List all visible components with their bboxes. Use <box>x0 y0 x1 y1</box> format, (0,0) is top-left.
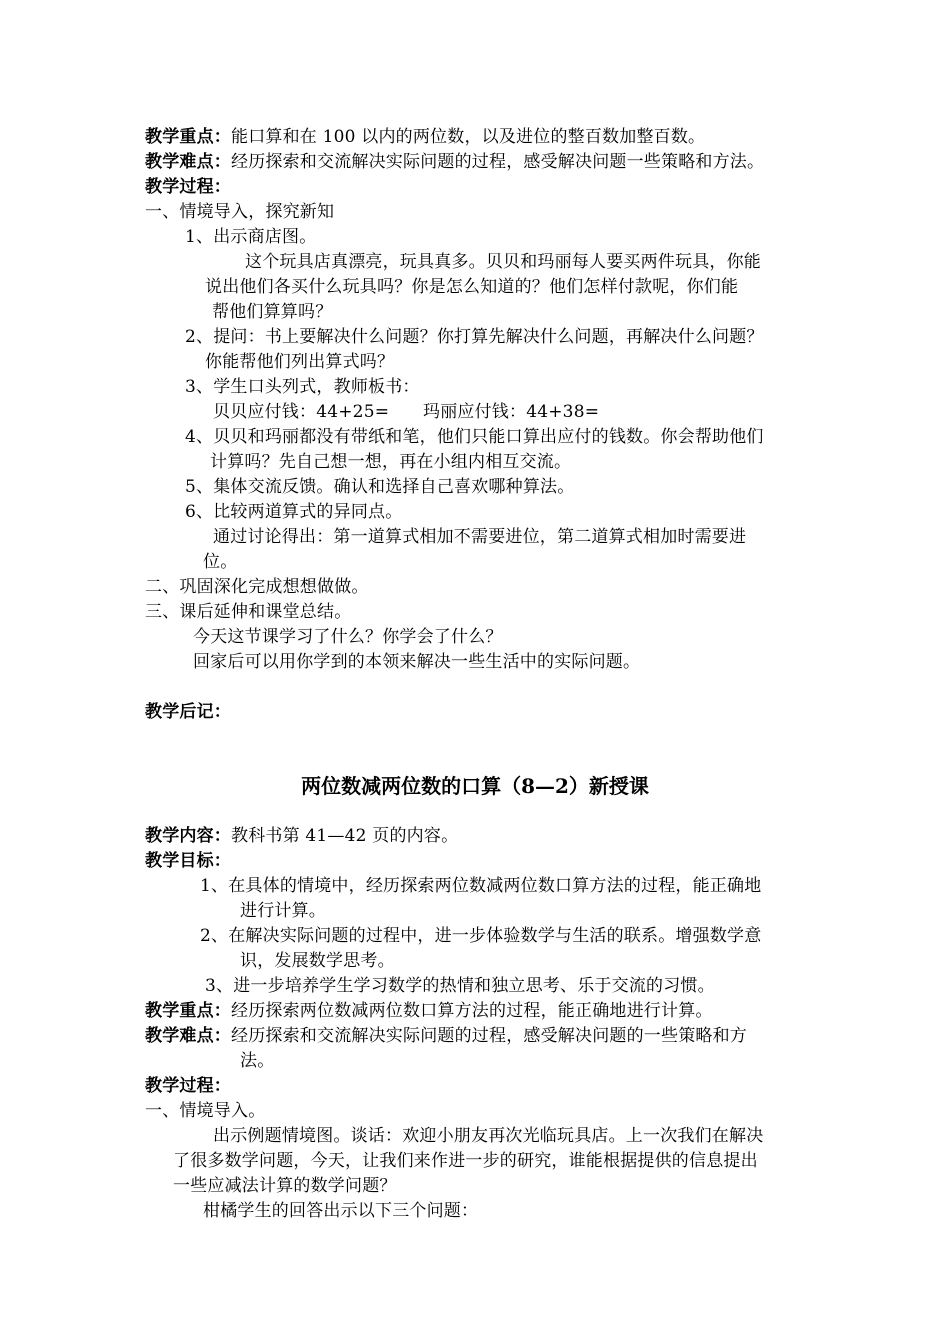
s1-step5: 5、集体交流反馈。确认和选择自己喜欢哪种算法。 <box>185 477 575 497</box>
s1-formula-beibei: 贝贝应付钱：44+25= <box>213 402 390 422</box>
s1-part1-heading: 一、情境导入，探究新知 <box>145 202 335 222</box>
s1-difficulty-text: 经历探索和交流解决实际问题的过程，感受解决问题一些策略和方法。 <box>231 152 765 172</box>
s2-intro-l2: 了很多数学问题，今天，让我们来作进一步的研究，谁能根据提供的信息提出 <box>173 1151 758 1171</box>
s2-content-line <box>145 824 458 848</box>
s2-difficulty-line <box>145 1024 747 1048</box>
s2-goal1-l1: 1、在具体的情境中，经历探索两位数减两位数口算方法的过程，能正确地 <box>200 876 762 896</box>
s1-step1-desc-l3: 帮他们算算吗？ <box>212 302 333 322</box>
s1-step2-l1: 2、提问：书上要解决什么问题？你打算先解决什么问题，再解决什么问题？ <box>185 327 764 347</box>
s2-content-text: 教科书第 41—42 页的内容。 <box>231 826 459 846</box>
s2-content-label: 教学内容： <box>145 826 231 846</box>
s1-step4-l1: 4、贝贝和玛丽都没有带纸和笔，他们只能口算出应付的钱数。你会帮助他们 <box>185 427 764 447</box>
s1-postscript-label: 教学后记： <box>145 702 231 722</box>
s1-step1: 1、出示商店图。 <box>185 227 317 247</box>
s2-key-point-line <box>145 999 713 1023</box>
s2-intro-l3: 一些应减法计算的数学问题？ <box>173 1176 397 1196</box>
s2-intro-l4: 柑橘学生的回答出示以下三个问题： <box>203 1201 479 1221</box>
s2-goal3: 3、进一步培养学生学习数学的热情和独立思考、乐于交流的习惯。 <box>205 976 715 996</box>
s1-part2-heading: 二、巩固深化完成想想做做。 <box>145 577 369 597</box>
s1-step6: 6、比较两道算式的异同点。 <box>185 502 403 522</box>
s1-part3-heading: 三、课后延伸和课堂总结。 <box>145 602 352 622</box>
s1-step2-l2: 你能帮他们列出算式吗？ <box>205 352 395 372</box>
s1-key-point-label: 教学重点： <box>145 127 231 147</box>
s2-goal1-l2: 进行计算。 <box>240 901 326 921</box>
s1-step1-desc-l1: 这个玩具店真漂亮，玩具真多。贝贝和玛丽每人要买两件玩具，你能 <box>245 252 761 272</box>
s1-difficulty-line <box>145 150 764 174</box>
s2-key-point-text: 经历探索两位数减两位数口算方法的过程，能正确地进行计算。 <box>231 1001 713 1021</box>
s2-difficulty-text: 经历探索和交流解决实际问题的过程，感受解决问题的一些策略和方 <box>231 1026 747 1046</box>
s1-step3: 3、学生口头列式，教师板书： <box>185 377 420 397</box>
s1-summary-l2: 回家后可以用你学到的本领来解决一些生活中的实际问题。 <box>193 652 641 672</box>
s1-summary-l1: 今天这节课学习了什么？你学会了什么？ <box>193 627 503 647</box>
s1-process-label: 教学过程： <box>145 177 231 197</box>
s1-key-point-text: 能口算和在 100 以内的两位数，以及进位的整百数加整百数。 <box>231 127 706 147</box>
s2-goals-label: 教学目标： <box>145 851 231 871</box>
s1-formula-mali: 玛丽应付钱：44+38= <box>423 402 600 422</box>
s1-key-point-line <box>145 125 705 149</box>
s2-key-point-label: 教学重点： <box>145 1001 231 1021</box>
s1-step4-l2: 计算吗？先自己想一想，再在小组内相互交流。 <box>210 452 572 472</box>
s2-part1-heading: 一、情境导入。 <box>145 1101 266 1121</box>
s1-step1-desc-l2: 说出他们各买什么玩具吗？你是怎么知道的？他们怎样付款呢，你们能 <box>205 277 739 297</box>
s2-difficulty-label: 教学难点： <box>145 1026 231 1046</box>
s2-intro-l1: 出示例题情境图。谈话：欢迎小朋友再次光临玩具店。上一次我们在解决 <box>213 1126 764 1146</box>
s1-step6-desc-l1: 通过讨论得出：第一道算式相加不需要进位，第二道算式相加时需要进 <box>213 527 747 547</box>
s2-goal2-l2: 识，发展数学思考。 <box>240 951 395 971</box>
s2-difficulty-text-l2: 法。 <box>240 1051 275 1071</box>
s2-lesson-title: 两位数减两位数的口算（8—2）新授课 <box>301 774 649 798</box>
s2-process-label: 教学过程： <box>145 1076 231 1096</box>
s2-goal2-l1: 2、在解决实际问题的过程中，进一步体验数学与生活的联系。增强数学意 <box>200 926 762 946</box>
s1-difficulty-label: 教学难点： <box>145 152 231 172</box>
s1-step6-desc-l2: 位。 <box>203 552 238 572</box>
